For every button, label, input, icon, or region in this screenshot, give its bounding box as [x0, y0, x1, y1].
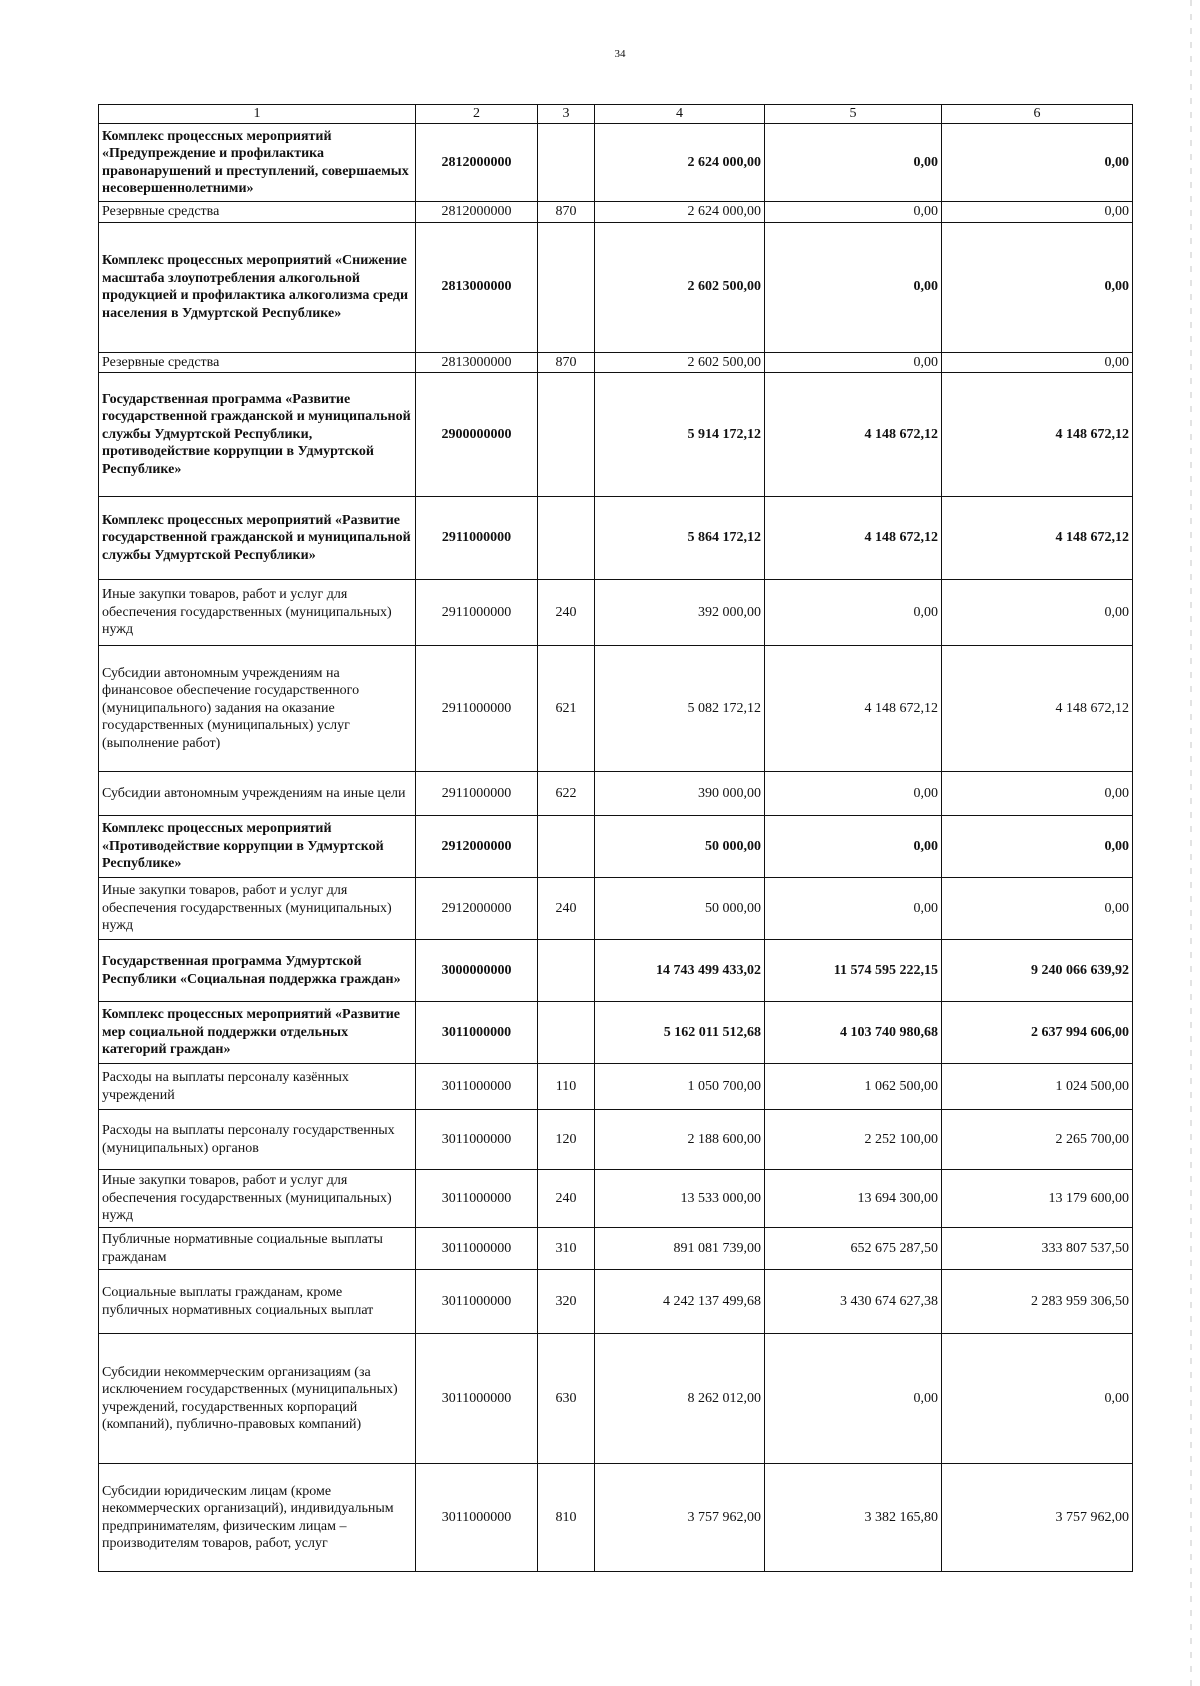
- row-value-1: 5 864 172,12: [595, 497, 765, 580]
- row-type: [538, 816, 595, 878]
- row-type: [538, 1002, 595, 1064]
- row-value-3: 0,00: [942, 1334, 1133, 1464]
- row-type: 110: [538, 1064, 595, 1110]
- row-name: Иные закупки товаров, работ и услуг для обеспечения государственных (муниципальных) нужд: [99, 1170, 416, 1228]
- table-row: [99, 580, 1133, 646]
- row-value-3: 0,00: [942, 202, 1133, 223]
- table-row: [99, 202, 1133, 223]
- row-type: 630: [538, 1334, 595, 1464]
- row-type: 120: [538, 1110, 595, 1170]
- row-type: 240: [538, 1170, 595, 1228]
- table-row: [99, 1110, 1133, 1170]
- row-value-3: 4 148 672,12: [942, 646, 1133, 772]
- header-cell-3: 3: [538, 105, 595, 124]
- table-row: [99, 352, 1133, 373]
- row-name: Социальные выплаты гражданам, кроме публичных нормативных социальных выплат: [99, 1270, 416, 1334]
- row-value-3: 1 024 500,00: [942, 1064, 1133, 1110]
- budget-table: [98, 104, 1133, 1572]
- row-type: 310: [538, 1228, 595, 1270]
- table-row: [99, 816, 1133, 878]
- row-code: 3011000000: [416, 1170, 538, 1228]
- row-name: Субсидии автономным учреждениям на финансовое обеспечение государственного (муниципального) задания на оказание государственных (муниципальных) услуг (выполнение работ): [99, 646, 416, 772]
- row-code: 3011000000: [416, 1064, 538, 1110]
- row-value-1: 14 743 499 433,02: [595, 940, 765, 1002]
- row-value-3: 0,00: [942, 124, 1133, 202]
- row-code: 3011000000: [416, 1334, 538, 1464]
- row-value-1: 2 602 500,00: [595, 222, 765, 352]
- row-code: 2912000000: [416, 816, 538, 878]
- row-type: 870: [538, 352, 595, 373]
- row-value-1: 50 000,00: [595, 816, 765, 878]
- row-value-1: 1 050 700,00: [595, 1064, 765, 1110]
- row-value-1: 2 624 000,00: [595, 202, 765, 223]
- table-row: [99, 497, 1133, 580]
- row-value-3: 2 283 959 306,50: [942, 1270, 1133, 1334]
- header-cell-1: 1: [99, 105, 416, 124]
- scan-edge-artifact: [1190, 0, 1192, 1686]
- row-value-1: 4 242 137 499,68: [595, 1270, 765, 1334]
- row-name: Публичные нормативные социальные выплаты гражданам: [99, 1228, 416, 1270]
- row-value-1: 2 624 000,00: [595, 124, 765, 202]
- row-name: Иные закупки товаров, работ и услуг для обеспечения государственных (муниципальных) нужд: [99, 580, 416, 646]
- row-value-1: 5 162 011 512,68: [595, 1002, 765, 1064]
- row-value-2: 4 103 740 980,68: [765, 1002, 942, 1064]
- row-name: Государственная программа «Развитие государственной гражданской и муниципальной службы Удмуртской Республики, противодействие коррупции в Удмуртской Республике»: [99, 373, 416, 497]
- row-type: 240: [538, 878, 595, 940]
- row-value-1: 2 188 600,00: [595, 1110, 765, 1170]
- table-row: [99, 1064, 1133, 1110]
- row-value-2: 2 252 100,00: [765, 1110, 942, 1170]
- row-value-2: 3 430 674 627,38: [765, 1270, 942, 1334]
- table-row: [99, 646, 1133, 772]
- row-value-3: 9 240 066 639,92: [942, 940, 1133, 1002]
- row-code: 2911000000: [416, 580, 538, 646]
- row-name: Расходы на выплаты персоналу казённых учреждений: [99, 1064, 416, 1110]
- row-value-1: 891 081 739,00: [595, 1228, 765, 1270]
- header-row: [99, 105, 1133, 124]
- row-value-3: 0,00: [942, 878, 1133, 940]
- row-type: [538, 124, 595, 202]
- row-value-1: 390 000,00: [595, 772, 765, 816]
- row-value-3: 0,00: [942, 816, 1133, 878]
- header-cell-5: 5: [765, 105, 942, 124]
- table-row: [99, 1270, 1133, 1334]
- row-value-2: 0,00: [765, 772, 942, 816]
- row-name: Субсидии юридическим лицам (кроме некоммерческих организаций), индивидуальным предпринимателям, физическим лицам – производителям товаров, работ, услуг: [99, 1464, 416, 1572]
- row-type: 810: [538, 1464, 595, 1572]
- row-code: 3011000000: [416, 1228, 538, 1270]
- row-type: 870: [538, 202, 595, 223]
- row-value-3: 13 179 600,00: [942, 1170, 1133, 1228]
- row-name: Государственная программа Удмуртской Республики «Социальная поддержка граждан»: [99, 940, 416, 1002]
- row-value-2: 11 574 595 222,15: [765, 940, 942, 1002]
- row-value-2: 652 675 287,50: [765, 1228, 942, 1270]
- row-code: 2813000000: [416, 352, 538, 373]
- row-value-3: 0,00: [942, 222, 1133, 352]
- row-code: 3011000000: [416, 1002, 538, 1064]
- row-code: 3011000000: [416, 1270, 538, 1334]
- row-value-2: 0,00: [765, 222, 942, 352]
- table-row: [99, 1334, 1133, 1464]
- header-cell-6: 6: [942, 105, 1133, 124]
- row-value-1: 8 262 012,00: [595, 1334, 765, 1464]
- row-value-1: 3 757 962,00: [595, 1464, 765, 1572]
- row-code: 2911000000: [416, 772, 538, 816]
- row-value-3: 2 265 700,00: [942, 1110, 1133, 1170]
- row-name: Субсидии автономным учреждениям на иные цели: [99, 772, 416, 816]
- row-code: 2900000000: [416, 373, 538, 497]
- row-value-3: 3 757 962,00: [942, 1464, 1133, 1572]
- table-row: [99, 772, 1133, 816]
- row-type: 240: [538, 580, 595, 646]
- row-value-1: 392 000,00: [595, 580, 765, 646]
- row-code: 2911000000: [416, 646, 538, 772]
- table-row: [99, 940, 1133, 1002]
- header-cell-2: 2: [416, 105, 538, 124]
- row-value-2: 0,00: [765, 878, 942, 940]
- row-value-1: 5 082 172,12: [595, 646, 765, 772]
- row-type: 320: [538, 1270, 595, 1334]
- row-code: 2912000000: [416, 878, 538, 940]
- row-name: Иные закупки товаров, работ и услуг для обеспечения государственных (муниципальных) нужд: [99, 878, 416, 940]
- page-number: 34: [614, 48, 626, 60]
- row-value-2: 0,00: [765, 124, 942, 202]
- row-name: Комплекс процессных мероприятий «Противодействие коррупции в Удмуртской Республике»: [99, 816, 416, 878]
- row-type: [538, 373, 595, 497]
- row-value-2: 0,00: [765, 816, 942, 878]
- row-value-2: 1 062 500,00: [765, 1064, 942, 1110]
- header-cell-4: 4: [595, 105, 765, 124]
- row-name: Комплекс процессных мероприятий «Предупреждение и профилактика правонарушений и преступлений, совершаемых несовершеннолетними»: [99, 124, 416, 202]
- row-value-2: 3 382 165,80: [765, 1464, 942, 1572]
- row-value-2: 4 148 672,12: [765, 373, 942, 497]
- table-row: [99, 878, 1133, 940]
- row-value-2: 0,00: [765, 1334, 942, 1464]
- row-value-3: 2 637 994 606,00: [942, 1002, 1133, 1064]
- table-row: [99, 1228, 1133, 1270]
- table-row: [99, 1464, 1133, 1572]
- row-code: 3011000000: [416, 1464, 538, 1572]
- row-value-2: 13 694 300,00: [765, 1170, 942, 1228]
- row-name: Комплекс процессных мероприятий «Развитие мер социальной поддержки отдельных категорий граждан»: [99, 1002, 416, 1064]
- row-name: Комплекс процессных мероприятий «Снижение масштаба злоупотребления алкогольной продукцией и профилактика алкоголизма среди населения в Удмуртской Республике»: [99, 222, 416, 352]
- row-code: 3000000000: [416, 940, 538, 1002]
- row-value-3: 4 148 672,12: [942, 373, 1133, 497]
- row-value-3: 0,00: [942, 772, 1133, 816]
- row-type: 621: [538, 646, 595, 772]
- row-value-2: 0,00: [765, 202, 942, 223]
- row-value-3: 333 807 537,50: [942, 1228, 1133, 1270]
- row-code: 2812000000: [416, 202, 538, 223]
- row-value-1: 13 533 000,00: [595, 1170, 765, 1228]
- row-type: [538, 497, 595, 580]
- row-name: Субсидии некоммерческим организациям (за исключением государственных (муниципальных) учреждений, государственных корпораций (компаний), публично-правовых компаний): [99, 1334, 416, 1464]
- row-value-2: 4 148 672,12: [765, 497, 942, 580]
- row-type: [538, 222, 595, 352]
- row-name: Резервные средства: [99, 202, 416, 223]
- row-code: 2813000000: [416, 222, 538, 352]
- table-row: [99, 373, 1133, 497]
- row-code: 2812000000: [416, 124, 538, 202]
- row-type: 622: [538, 772, 595, 816]
- row-value-1: 5 914 172,12: [595, 373, 765, 497]
- row-value-2: 0,00: [765, 580, 942, 646]
- row-code: 2911000000: [416, 497, 538, 580]
- row-value-1: 50 000,00: [595, 878, 765, 940]
- row-value-3: 4 148 672,12: [942, 497, 1133, 580]
- row-type: [538, 940, 595, 1002]
- row-name: Расходы на выплаты персоналу государственных (муниципальных) органов: [99, 1110, 416, 1170]
- table-row: [99, 1170, 1133, 1228]
- table-row: [99, 1002, 1133, 1064]
- row-value-2: 0,00: [765, 352, 942, 373]
- row-value-3: 0,00: [942, 580, 1133, 646]
- table-row: [99, 124, 1133, 202]
- row-code: 3011000000: [416, 1110, 538, 1170]
- row-name: Резервные средства: [99, 352, 416, 373]
- table-row: [99, 222, 1133, 352]
- row-value-3: 0,00: [942, 352, 1133, 373]
- row-value-1: 2 602 500,00: [595, 352, 765, 373]
- row-name: Комплекс процессных мероприятий «Развитие государственной гражданской и муниципальной службы Удмуртской Республики»: [99, 497, 416, 580]
- row-value-2: 4 148 672,12: [765, 646, 942, 772]
